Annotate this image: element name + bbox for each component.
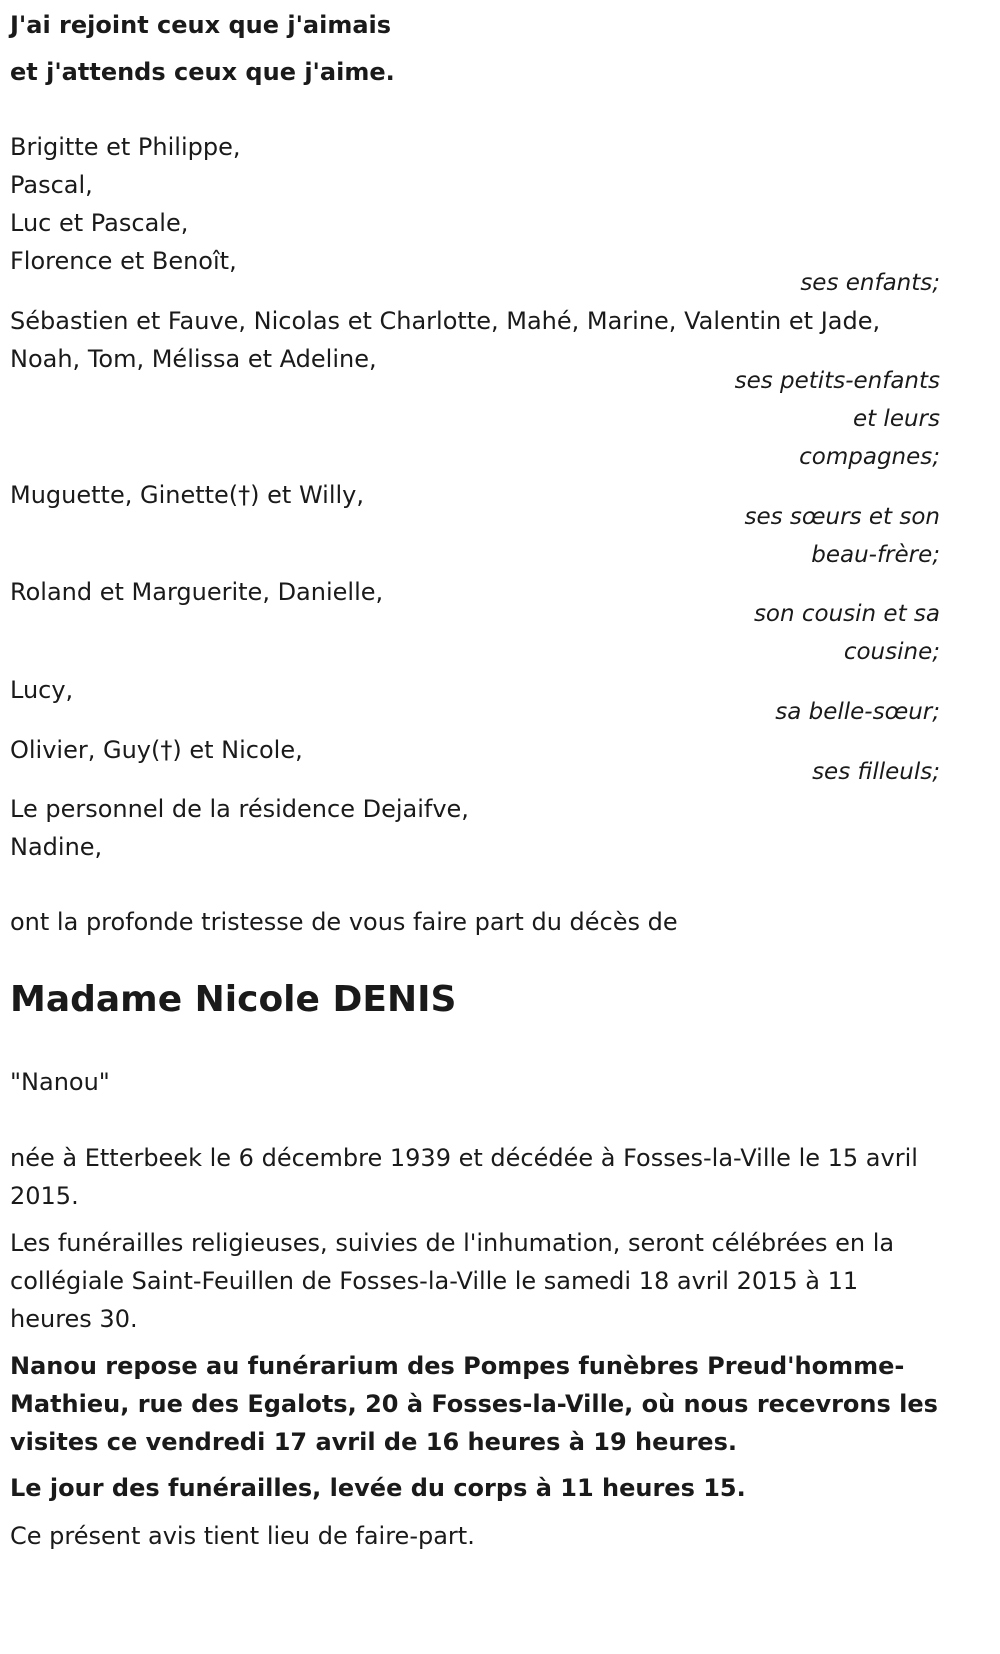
- funeral-paragraph: Les funérailles religieuses, suivies de l'inhumation, seront célébrées en la collégiale Saint-Feuillen de Fosses-la-Ville le samedi 18 avril 2015 à 11 heures 30.: [10, 1229, 895, 1333]
- family-names: Olivier, Guy(†) et Nicole,: [10, 736, 303, 764]
- relation-label: beau-frère;: [811, 542, 940, 568]
- relation-label: ses petits-enfants: [734, 368, 940, 394]
- family-names: Muguette, Ginette(†) et Willy,: [10, 481, 364, 509]
- relation-label: ses enfants;: [800, 270, 940, 296]
- family-names: Roland et Marguerite, Danielle,: [10, 578, 384, 606]
- birth-death-paragraph: née à Etterbeek le 6 décembre 1939 et décédée à Fosses-la-Ville le 15 avril 2015.: [10, 1144, 918, 1210]
- relation-label: compagnes;: [799, 444, 940, 470]
- epigraph-line-1: J'ai rejoint ceux que j'aimais: [10, 11, 392, 39]
- family-names: Nadine,: [10, 833, 103, 861]
- closing-paragraph: Ce présent avis tient lieu de faire-part.: [10, 1522, 475, 1550]
- relation-label: cousine;: [843, 639, 940, 665]
- family-names: Noah, Tom, Mélissa et Adeline,: [10, 345, 377, 373]
- family-names: Sébastien et Fauve, Nicolas et Charlotte, Mahé, Marine, Valentin et Jade,: [10, 307, 881, 335]
- family-names: Florence et Benoît,: [10, 247, 237, 275]
- family-names: Brigitte et Philippe,: [10, 133, 241, 161]
- relation-label: ses sœurs et son: [744, 504, 940, 530]
- relation-label: ses filleuls;: [812, 759, 940, 785]
- nickname: "Nanou": [10, 1068, 110, 1096]
- relation-label: sa belle-sœur;: [775, 699, 940, 725]
- family-names: Lucy,: [10, 676, 74, 704]
- relation-label: son cousin et sa: [753, 601, 940, 627]
- relation-label: et leurs: [852, 406, 940, 432]
- epigraph-line-2: et j'attends ceux que j'aime.: [10, 58, 395, 86]
- family-names: Luc et Pascale,: [10, 209, 189, 237]
- departure-paragraph: Le jour des funérailles, levée du corps à 11 heures 15.: [10, 1474, 746, 1502]
- deceased-name: Madame Nicole DENIS: [10, 979, 457, 1020]
- family-names: Le personnel de la résidence Dejaifve,: [10, 795, 469, 823]
- visitation-paragraph: Nanou repose au funérarium des Pompes funèbres Preud'homme-Mathieu, rue des Egalots, 20 à Fosses-la-Ville, où nous recevrons les visites ce vendredi 17 avril de 16 heures à 19 heures.: [10, 1352, 938, 1456]
- family-names: Pascal,: [10, 171, 93, 199]
- announcement: ont la profonde tristesse de vous faire part du décès de: [10, 908, 678, 936]
